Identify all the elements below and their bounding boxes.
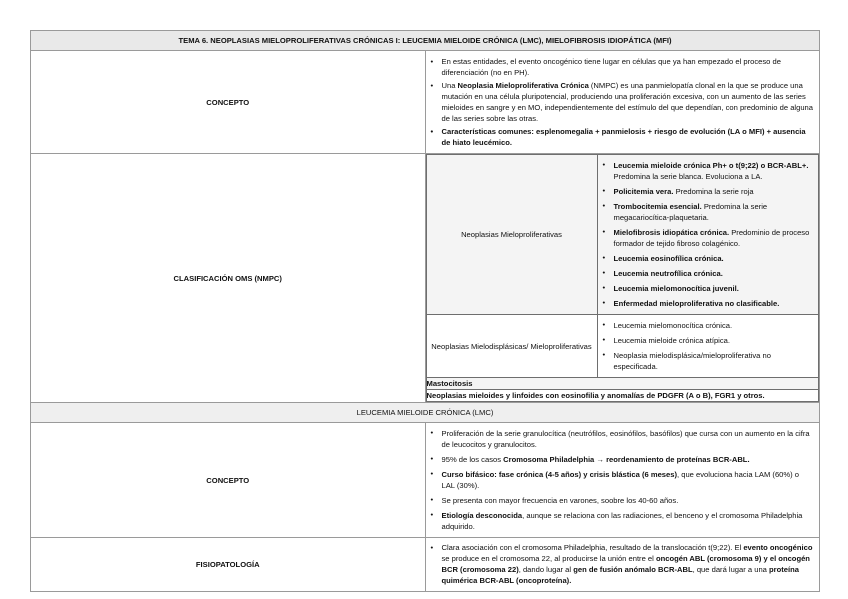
list-item: • Leucemia neutrofílica crónica.	[614, 266, 813, 281]
clasificacion-label: CLASIFICACIÓN OMS (NMPC)	[31, 154, 426, 403]
concepto-content	[425, 51, 820, 154]
list-item: • Leucemia mieloide crónica atípica.	[614, 333, 813, 348]
lmc-concepto-label: CONCEPTO	[31, 423, 426, 538]
classification-table	[426, 154, 820, 402]
list-item: • Trombocitemia esencial. Predomina la serie megacariocítica-plaquetaria.	[614, 199, 813, 225]
list-item: • Clara asociación con el cromosoma Philadelphia, resultado de la translocación t(9;22). El evento oncogénico se produce en el cromosoma 22, al producirse la unión entre el oncogén ABL (cromosoma 9) y el oncogén BCR (cromosoma 22), dando lugar al gen de fusión anómalo BCR-ABL, que dará lugar a una proteína quimérica BCR-ABL (oncoproteína).	[442, 541, 814, 587]
list-item: • Etiología desconocida, aunque se relaciona con las radiaciones, el benceno y el cromosoma Philadelphia adquirido.	[442, 508, 814, 534]
list-item: • Policitemia vera. Predomina la serie roja	[614, 184, 813, 199]
list-item: • 95% de los casos Cromosoma Philadelphia → reordenamiento de proteínas BCR-ABL.	[442, 452, 814, 467]
group-mielodisplasicas: Neoplasias Mielodisplásicas/ Mieloproliferativas	[426, 315, 597, 378]
list-item: • Mielofibrosis idiopática crónica. Predominio de proceso formador de tejido fibroso colagénico.	[614, 225, 813, 251]
group-mielodisplasicas-list	[597, 315, 819, 378]
list-item: • Se presenta con mayor frecuencia en varones, soobre los 40-60 años.	[442, 493, 814, 508]
lmc-concepto-row	[31, 423, 820, 538]
neoplasias-mieloides-row: Neoplasias mieloides y linfoides con eosinofilia y anomalías de PDGFR (A o B), FGR1 y otros.	[426, 390, 819, 402]
list-item: • Proliferación de la serie granulocítica (neutrófilos, eosinófilos, basófilos) que cursa con un aumento en la cifra de leucocitos y granulocitos.	[442, 426, 814, 452]
list-item: • Características comunes: esplenomegalia + panmielosis + riesgo de evolución (LA o MFI) + ausencia de hiato leucémico.	[442, 125, 814, 149]
document-title: TEMA 6. NEOPLASIAS MIELOPROLIFERATIVAS CRÓNICAS I: LEUCEMIA MIELOIDE CRÓNICA (LMC), MIELOFIBROSIS IDIOPÁTICA (MFI)	[31, 31, 820, 51]
clasificacion-row	[31, 154, 820, 403]
list-item: • En estas entidades, el evento oncogénico tiene lugar en células que ya han empezado el proceso de diferenciación (no en PH).	[442, 55, 814, 79]
document-page	[30, 30, 820, 592]
list-item: • Neoplasia mielodisplásica/mieloproliferativa no especificada.	[614, 348, 813, 374]
concepto-label: CONCEPTO	[31, 51, 426, 154]
list-item: • Leucemia mielomonocítica juvenil.	[614, 281, 813, 296]
concepto-row	[31, 51, 820, 154]
lmc-section-header: LEUCEMIA MIELOIDE CRÓNICA (LMC)	[31, 403, 820, 423]
list-item: • Leucemia mieloide crónica Ph+ o t(9;22) o BCR-ABL+. Predomina la serie blanca. Evoluciona a LA.	[614, 158, 813, 184]
list-item: • Enfermedad mieloproliferativa no clasificable.	[614, 296, 813, 311]
list-item: • Curso bifásico: fase crónica (4-5 años) y crisis blástica (6 meses), que evoluciona hacia LAM (60%) o LAL (30%).	[442, 467, 814, 493]
list-item: • Una Neoplasia Mieloproliferativa Crónica (NMPC) es una panmielopatía clonal en la que se produce una mutación en una célula pluripotencial, produciendo una proliferación excesiva, con un aumento de las series mieloides en sangre y en MO, independientemente del estímulo del que dependían, con predominio de alguna de las series sobre las otras.	[442, 79, 814, 125]
fisiopatologia-row	[31, 538, 820, 592]
fisiopatologia-content	[425, 538, 820, 592]
fisiopatologia-label: FISIOPATOLOGÍA	[31, 538, 426, 592]
group-mieloproliferativas-list	[597, 155, 819, 315]
list-item: • Leucemia mielomonocítica crónica.	[614, 318, 813, 333]
clasificacion-content	[425, 154, 820, 403]
summary-table	[30, 30, 820, 592]
list-item: • Leucemia eosinofílica crónica.	[614, 251, 813, 266]
group-mieloproliferativas: Neoplasias Mieloproliferativas	[426, 155, 597, 315]
lmc-concepto-content	[425, 423, 820, 538]
mastocitosis-row: Mastocitosis	[426, 378, 819, 390]
